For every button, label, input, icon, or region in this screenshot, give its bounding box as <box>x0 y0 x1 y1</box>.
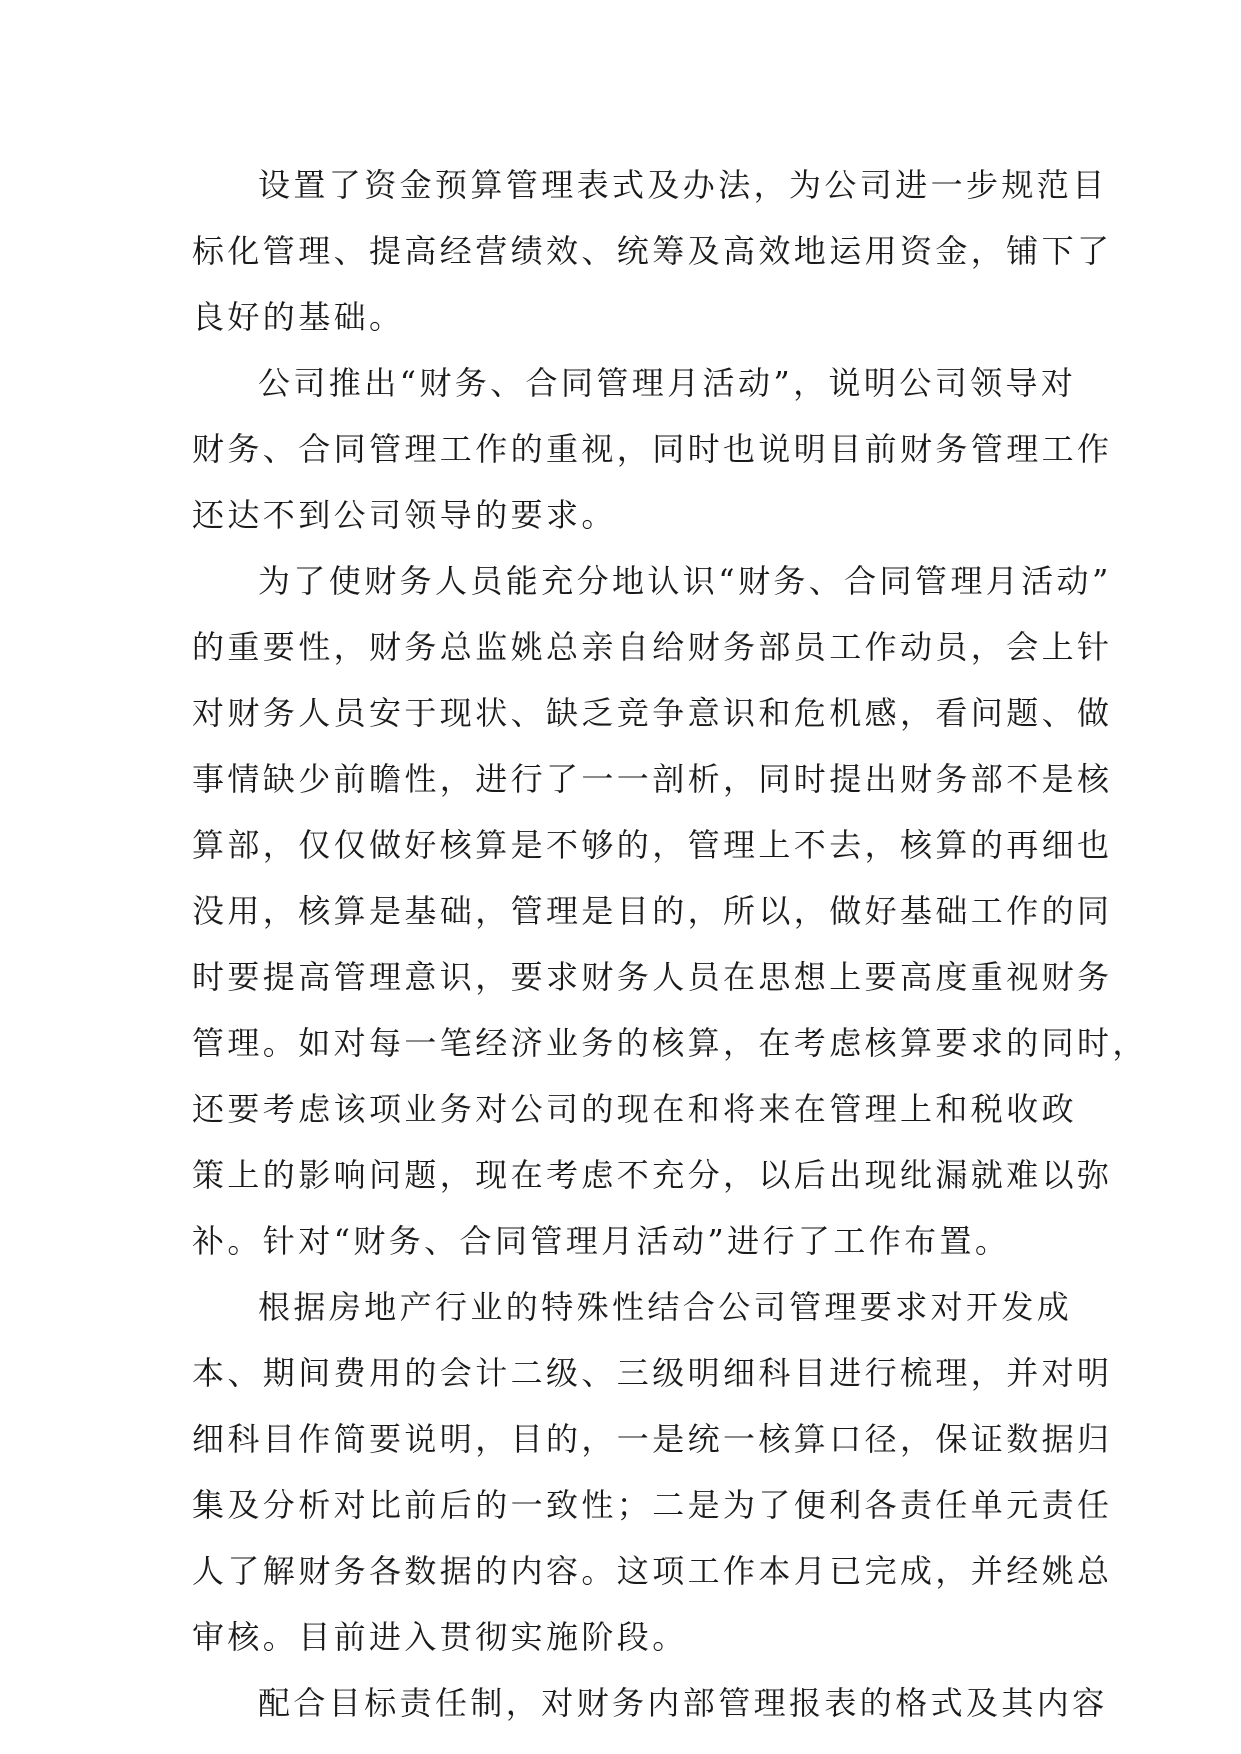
text-line: 的重要性，财务总监姚总亲自给财务部员工作动员，会上针 <box>192 628 1113 666</box>
text-line: 审核。目前进入贯彻实施阶段。 <box>192 1618 688 1656</box>
text-line: 管理。如对每一笔经济业务的核算，在考虑核算要求的同时， <box>192 1024 1148 1062</box>
document-body <box>192 152 1148 1736</box>
text-line: 人了解财务各数据的内容。这项工作本月已完成，并经姚总 <box>192 1552 1113 1590</box>
text-line: 细科目作简要说明，目的，一是统一核算口径，保证数据归 <box>192 1420 1113 1458</box>
text-line: 设置了资金预算管理表式及办法，为公司进一步规范目 <box>258 166 1108 204</box>
text-line: 还达不到公司领导的要求。 <box>192 496 617 534</box>
text-line: 算部，仅仅做好核算是不够的，管理上不去，核算的再细也 <box>192 826 1113 864</box>
text-line: 公司推出“财务、合同管理月活动”，说明公司领导对 <box>258 364 1077 402</box>
paragraph-4 <box>192 1274 1113 1670</box>
text-line: 事情缺少前瞻性，进行了一一剖析，同时提出财务部不是核 <box>192 760 1113 798</box>
text-line: 策上的影响问题，现在考虑不充分，以后出现纰漏就难以弥 <box>192 1156 1113 1194</box>
text-line: 本、期间费用的会计二级、三级明细科目进行梳理，并对明 <box>192 1354 1113 1392</box>
text-line: 还要考虑该项业务对公司的现在和将来在管理上和税收政 <box>192 1090 1078 1128</box>
paragraph-5 <box>192 1670 1108 1736</box>
paragraph-3 <box>192 548 1148 1274</box>
text-line: 补。针对“财务、合同管理月活动”进行了工作布置。 <box>192 1222 1011 1260</box>
paragraph-2 <box>192 350 1113 548</box>
text-line: 没用，核算是基础，管理是目的，所以，做好基础工作的同 <box>192 892 1113 930</box>
text-line: 财务、合同管理工作的重视，同时也说明目前财务管理工作 <box>192 430 1113 468</box>
paragraph-1 <box>192 152 1113 350</box>
text-line: 标化管理、提高经营绩效、统筹及高效地运用资金，铺下了 <box>192 232 1113 270</box>
text-line: 配合目标责任制，对财务内部管理报表的格式及其内容 <box>258 1684 1108 1722</box>
text-line: 对财务人员安于现状、缺乏竞争意识和危机感，看问题、做 <box>192 694 1113 732</box>
text-line: 时要提高管理意识，要求财务人员在思想上要高度重视财务 <box>192 958 1113 996</box>
text-line: 集及分析对比前后的一致性；二是为了便利各责任单元责任 <box>192 1486 1113 1524</box>
text-line: 为了使财务人员能充分地认识“财务、合同管理月活动” <box>258 562 1112 600</box>
text-line: 根据房地产行业的特殊性结合公司管理要求对开发成 <box>258 1288 1073 1326</box>
text-line: 良好的基础。 <box>192 298 405 336</box>
